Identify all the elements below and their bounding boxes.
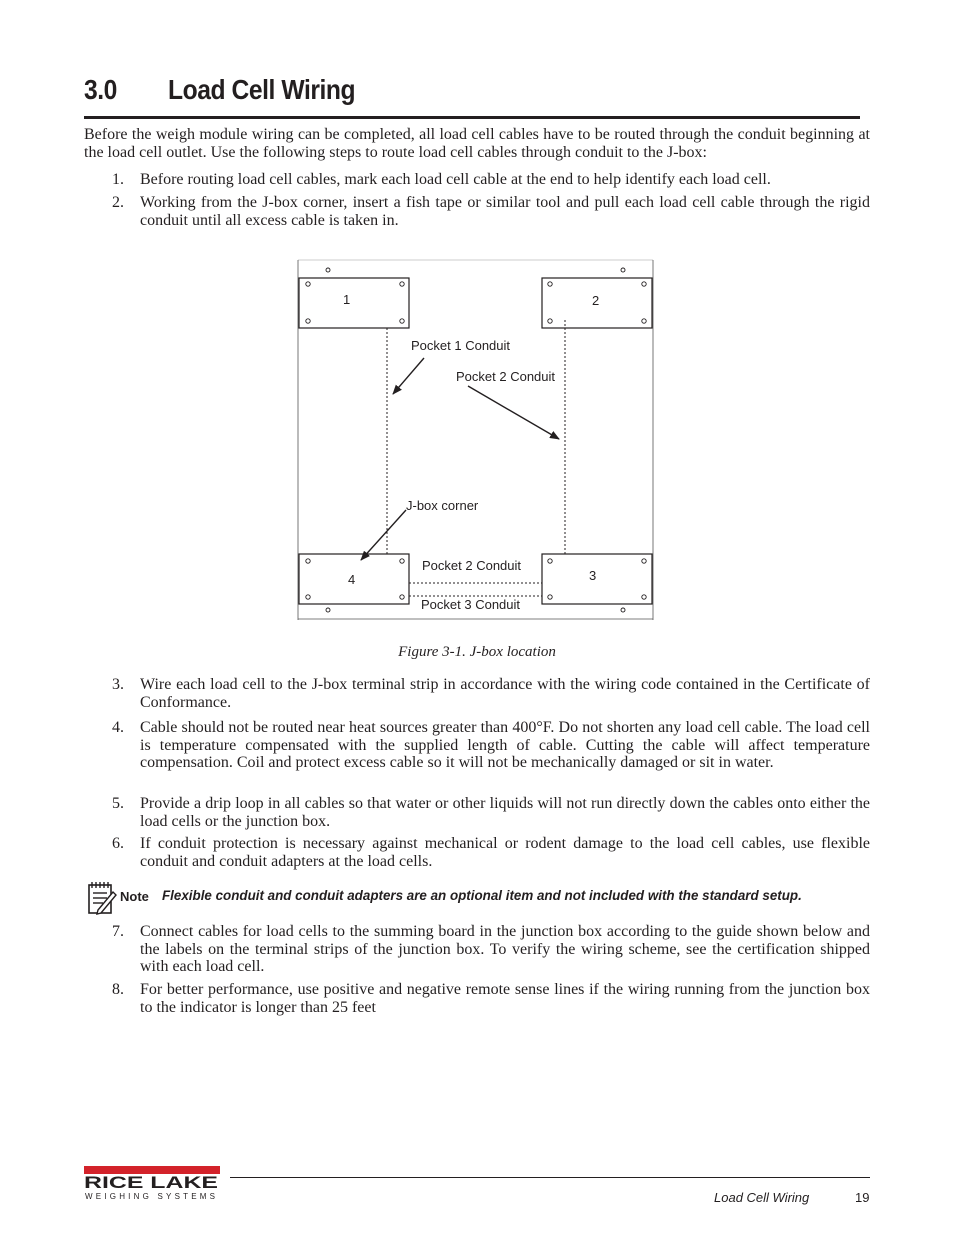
step-text: Cable should not be routed near heat sources greater than 400°F. Do not shorten any load cell cable. The load cell is temperature compensated with the supplied length of cable. Cutting the cable will affect temperature compensation. Coil and protect excess cable so it will not be mechanically damaged or sit in water. (140, 719, 870, 771)
pocket-1 (299, 278, 409, 328)
cell-label-2: 2 (592, 293, 600, 308)
step-number: 7. (112, 923, 124, 940)
step-number: 4. (112, 719, 124, 736)
page-number: 19 (855, 1190, 870, 1205)
step-number: 5. (112, 795, 124, 812)
step-number: 8. (112, 981, 124, 998)
pocket-3-conduit-label: Pocket 3 Conduit (421, 597, 521, 612)
pocket-3 (542, 554, 652, 604)
intro-paragraph: Before the weigh module wiring can be completed, all load cell cables have to be routed through the conduit beginning at the load cell outlet. Use the following steps to route load cell cables through conduit to the J-box: (84, 126, 870, 161)
pocket-2-bottom-label: Pocket 2 Conduit (422, 558, 522, 573)
footer-section-title: Load Cell Wiring (714, 1190, 810, 1205)
step-text: Wire each load cell to the J-box terminal strip in accordance with the wiring code contained in the Certificate of Conformance. (140, 676, 870, 711)
jbox-diagram (297, 258, 655, 622)
cell-label-3: 3 (589, 568, 597, 583)
logo-tagline: WEIGHING SYSTEMS (85, 1192, 217, 1201)
pocket-2-conduit-label: Pocket 2 Conduit (456, 369, 556, 384)
step-text: Working from the J-box corner, insert a fish tape or similar tool and pull each load cell cable through the rigid conduit until all excess cable is taken in. (140, 194, 870, 229)
note-box (86, 880, 876, 916)
cell-label-4: 4 (348, 572, 356, 587)
pocket-2-arrow (468, 386, 559, 439)
pocket-1-conduit-label: Pocket 1 Conduit (411, 338, 511, 353)
jbox-corner-label: J-box corner (406, 498, 479, 513)
step-text: Connect cables for load cells to the summing board in the junction box according to the guide shown below and the labels on the terminal strips of the junction box. To verify the wiring scheme, see the certification shipped with each load cell. (140, 923, 870, 975)
step-text: Provide a drip loop in all cables so that water or other liquids will not run directly down the cables onto either the load cells or the junction box. (140, 795, 870, 830)
note-label: Note (120, 889, 149, 904)
note-pad-icon (86, 880, 118, 916)
step-number: 1. (112, 171, 124, 188)
jbox-arrow (361, 510, 406, 560)
section-heading (84, 72, 860, 119)
figure-caption: Figure 3-1. J-box location (398, 644, 556, 660)
rice-lake-logo (84, 1166, 224, 1202)
logo-wordmark: RICE LAKE (84, 1173, 218, 1192)
step-number: 2. (112, 194, 124, 211)
step-text: For better performance, use positive and negative remote sense lines if the wiring running from the junction box to the indicator is longer than 25 feet (140, 981, 870, 1016)
cell-label-1: 1 (343, 292, 351, 307)
step-number: 6. (112, 835, 124, 852)
pocket-1-arrow (393, 358, 424, 394)
note-text: Flexible conduit and conduit adapters are an optional item and not included with the standard setup. (162, 888, 802, 903)
section-title: Load Cell Wiring (168, 74, 356, 105)
jbox-location-figure (297, 258, 655, 622)
step-text: Before routing load cell cables, mark each load cell cable at the end to help identify each load cell. (140, 171, 771, 188)
step-number: 3. (112, 676, 124, 693)
footer-rule (230, 1177, 870, 1178)
section-number: 3.0 (84, 74, 117, 105)
step-text: If conduit protection is necessary against mechanical or rodent damage to the load cell cables, use flexible conduit and conduit adapters at the load cells. (140, 835, 870, 870)
